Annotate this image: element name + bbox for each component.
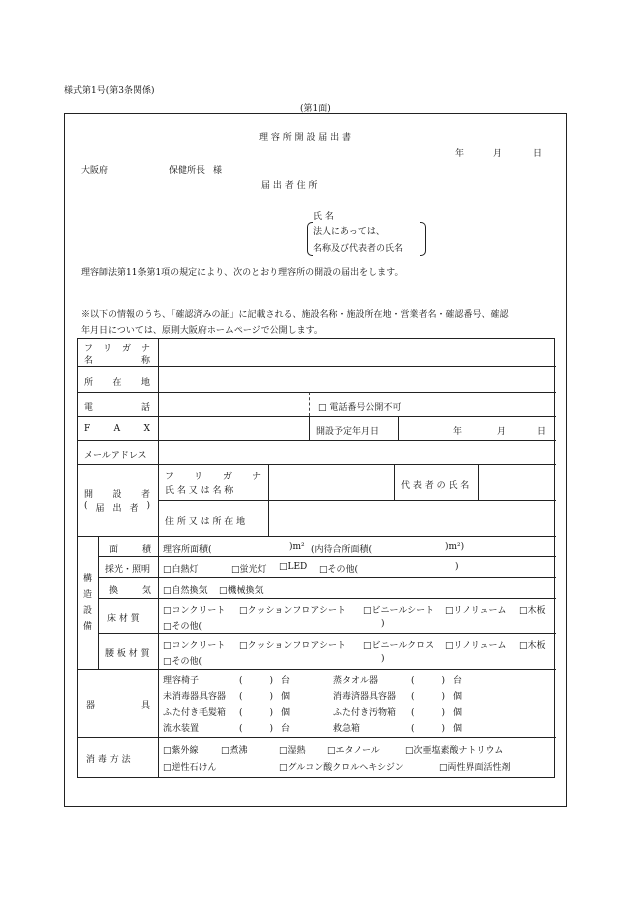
addressee-honorific: 様 <box>213 166 223 176</box>
disinfection-ethanol-checkbox[interactable]: □エタノール <box>327 746 380 756</box>
representative-label-cell <box>394 464 478 500</box>
disinfection-options <box>158 737 556 777</box>
email-label: メールアドレス <box>84 451 147 461</box>
wainscot-material-label: 腰 板 材 質 <box>105 649 150 659</box>
phone-private-cell[interactable] <box>309 392 556 416</box>
disinfection-hypochlorite-checkbox[interactable]: □次亜塩素酸ナトリウム <box>405 746 504 756</box>
fax-label-cell <box>78 416 158 440</box>
wainscot-other-close: ) <box>381 654 385 664</box>
meisho-label: 名 称 <box>84 356 150 366</box>
equipment-label-cell <box>78 669 158 737</box>
wainscot-vinyl-checkbox[interactable]: □ビニールクロス <box>363 641 435 651</box>
corp-note-line2: 名称及び代表者の氏名 <box>313 244 404 254</box>
wainscot-material-label-cell <box>98 633 158 669</box>
equipment-item-unit: 台 <box>281 676 291 686</box>
disinfection-amphoteric-checkbox[interactable]: □両性界面活性剤 <box>439 763 511 773</box>
equipment-item-name: 流水装置 <box>163 724 200 734</box>
ventilation-natural-checkbox[interactable]: □自然換気 <box>163 586 208 596</box>
furigana-label: フ リ ガ ナ <box>84 344 150 354</box>
founder-label: 開 設 者 <box>84 490 150 500</box>
equipment-list <box>158 669 556 737</box>
applicant-address-label: 届 出 者 住 所 <box>261 181 318 191</box>
form-title: 理 容 所 開 設 届 出 書 <box>259 133 352 143</box>
equipment-item-unit: 個 <box>453 692 463 702</box>
floor-material-label: 床 材 質 <box>107 614 140 624</box>
floor-cushion-checkbox[interactable]: □クッションフロアシート <box>239 606 346 616</box>
date-day: 日 <box>533 149 543 159</box>
addressee-prefecture: 大阪府 <box>81 166 109 176</box>
fax-label: F A X <box>84 424 150 434</box>
equipment-item-count[interactable]: ( ) <box>411 676 446 686</box>
equipment-item-name: 蒸タオル器 <box>333 676 379 686</box>
page-label: (第1面) <box>300 104 331 114</box>
equipment-item-unit: 個 <box>453 724 463 734</box>
open-date-month: 月 <box>497 427 507 437</box>
equipment-item-count[interactable]: ( ) <box>239 708 274 718</box>
area-label-cell <box>98 536 158 556</box>
name-label-cell <box>78 339 158 366</box>
wainscot-other-checkbox[interactable]: □その他( <box>163 657 203 667</box>
representative-label: 代 表 者 の 氏 名 <box>401 481 470 491</box>
lighting-label: 採光・照明 <box>105 565 151 575</box>
email-label-cell <box>78 440 158 464</box>
date-month: 月 <box>493 149 503 159</box>
area-shop-label: 理容所面積( <box>163 545 212 555</box>
addressee-center: 保健所長 <box>169 166 206 176</box>
equipment-item-name: ふた付き汚物箱 <box>333 708 397 718</box>
location-input[interactable] <box>158 366 556 392</box>
floor-material-label-cell <box>98 598 158 633</box>
open-date-day: 日 <box>537 427 547 437</box>
founder-name-label-cell <box>158 464 268 500</box>
disinfection-label-cell <box>78 737 158 777</box>
right-bracket <box>420 222 426 256</box>
lighting-other-checkbox[interactable]: □その他( <box>319 565 359 575</box>
founder-label-cell <box>78 464 158 536</box>
phone-label-cell <box>78 392 158 416</box>
disinfection-cationic-soap-checkbox[interactable]: □逆性石けん <box>163 763 217 773</box>
floor-vinyl-checkbox[interactable]: □ビニールシート <box>363 606 435 616</box>
applicant-paren-label: ( 届 出 者 ) <box>84 501 150 514</box>
ventilation-label: 換 気 <box>109 586 151 596</box>
lighting-other-close: ) <box>455 562 459 572</box>
equipment-item-name: ふた付き毛髪箱 <box>163 708 227 718</box>
lighting-incandescent-checkbox[interactable]: □白熱灯 <box>163 565 199 575</box>
equipment-item-count[interactable]: ( ) <box>239 724 274 734</box>
structure-group-label: 構 造 設 備 <box>83 574 93 632</box>
founder-furigana-label: フ リ ガ ナ <box>165 472 261 482</box>
disinfection-chlorhexidine-checkbox[interactable]: □グルコン酸クロルヘキシジン <box>279 763 404 773</box>
founder-address-input[interactable] <box>268 500 556 536</box>
location-label: 所 在 地 <box>84 378 150 388</box>
equipment-item-unit: 個 <box>281 692 291 702</box>
notice-line1: ※以下の情報のうち、「確認済みの証」に記載される、施設名称・施設所在地・営業者名・確認番号、確認 <box>81 310 509 320</box>
lighting-led-checkbox[interactable]: □LED <box>279 562 308 572</box>
lighting-options <box>158 556 556 577</box>
wainscot-material-options <box>158 633 556 669</box>
floor-linoleum-checkbox[interactable]: □リノリューム <box>445 606 507 616</box>
equipment-item-name: 救急箱 <box>333 724 361 734</box>
floor-wood-checkbox[interactable]: □木板 <box>519 606 546 616</box>
lighting-label-cell <box>98 556 158 577</box>
lighting-fluorescent-checkbox[interactable]: □蛍光灯 <box>231 565 267 575</box>
equipment-item-name: 消毒済器具容器 <box>333 692 397 702</box>
open-date-input[interactable] <box>398 416 556 440</box>
floor-concrete-checkbox[interactable]: □コンクリート <box>163 606 226 616</box>
phone-input[interactable] <box>158 392 309 416</box>
area-waiting-unit: )m²) <box>445 542 465 552</box>
ventilation-mechanical-checkbox[interactable]: □機械換気 <box>219 586 264 596</box>
email-input[interactable] <box>158 440 556 464</box>
equipment-label: 器 具 <box>86 701 150 711</box>
equipment-item-count[interactable]: ( ) <box>411 692 446 702</box>
representative-input[interactable] <box>478 464 556 500</box>
equipment-item-count[interactable]: ( ) <box>239 692 274 702</box>
statement: 理容師法第11条第1項の規定により、次のとおり理容所の開設の届出をします。 <box>81 268 404 278</box>
name-input[interactable] <box>158 339 556 366</box>
disinfection-moist-heat-checkbox[interactable]: □湿熱 <box>279 746 306 756</box>
location-label-cell <box>78 366 158 392</box>
wainscot-wood-checkbox[interactable]: □木板 <box>519 641 546 651</box>
phone-private-checkbox[interactable]: □ 電話番号公開不可 <box>318 403 402 413</box>
equipment-item-count[interactable]: ( ) <box>239 676 274 686</box>
form-number: 様式第1号(第3条関係) <box>64 86 155 96</box>
form-table <box>77 338 555 778</box>
equipment-item-unit: 個 <box>453 708 463 718</box>
equipment-item-unit: 台 <box>453 676 463 686</box>
disinfection-uv-checkbox[interactable]: □紫外線 <box>163 746 199 756</box>
wainscot-linoleum-checkbox[interactable]: □リノリューム <box>445 641 507 651</box>
ventilation-options <box>158 577 556 598</box>
equipment-item-name: 理容椅子 <box>163 676 200 686</box>
wainscot-concrete-checkbox[interactable]: □コンクリート <box>163 641 226 651</box>
equipment-item-count[interactable]: ( ) <box>411 708 446 718</box>
founder-address-label: 住 所 又 は 所 在 地 <box>165 517 246 527</box>
floor-material-options <box>158 598 556 633</box>
fax-input[interactable] <box>158 416 309 440</box>
phone-label: 電 話 <box>84 403 150 413</box>
open-date-label: 開設予定年月日 <box>316 427 380 437</box>
floor-other-checkbox[interactable]: □その他( <box>163 622 203 632</box>
disinfection-boiling-checkbox[interactable]: □煮沸 <box>221 746 248 756</box>
area-waiting-label: (内待合所面積( <box>311 545 373 555</box>
founder-address-label-cell <box>158 500 268 536</box>
area-shop-unit: )m² <box>289 542 305 552</box>
ventilation-label-cell <box>98 577 158 598</box>
equipment-item-unit: 個 <box>281 708 291 718</box>
area-label: 面 積 <box>109 545 151 555</box>
open-date-label-cell <box>309 416 398 440</box>
disinfection-label: 消 毒 方 法 <box>86 755 131 765</box>
notice-line2: 年月日については、原則大阪府ホームページで公開します。 <box>81 326 323 336</box>
founder-name-input[interactable] <box>268 464 394 500</box>
area-input-cell[interactable] <box>158 536 556 556</box>
founder-name-label: 氏 名 又 は 名 称 <box>165 486 234 496</box>
floor-other-close: ) <box>381 619 385 629</box>
date-year: 年 <box>455 149 465 159</box>
structure-group-cell <box>78 536 98 669</box>
wainscot-cushion-checkbox[interactable]: □クッションフロアシート <box>239 641 346 651</box>
open-date-year: 年 <box>453 427 463 437</box>
equipment-item-count[interactable]: ( ) <box>411 724 446 734</box>
form-frame <box>64 113 567 807</box>
corp-note-line1: 法人にあっては、 <box>313 227 385 237</box>
applicant-name-label: 氏 名 <box>313 212 334 222</box>
equipment-item-unit: 台 <box>281 724 291 734</box>
equipment-item-name: 未消毒器具容器 <box>163 692 227 702</box>
